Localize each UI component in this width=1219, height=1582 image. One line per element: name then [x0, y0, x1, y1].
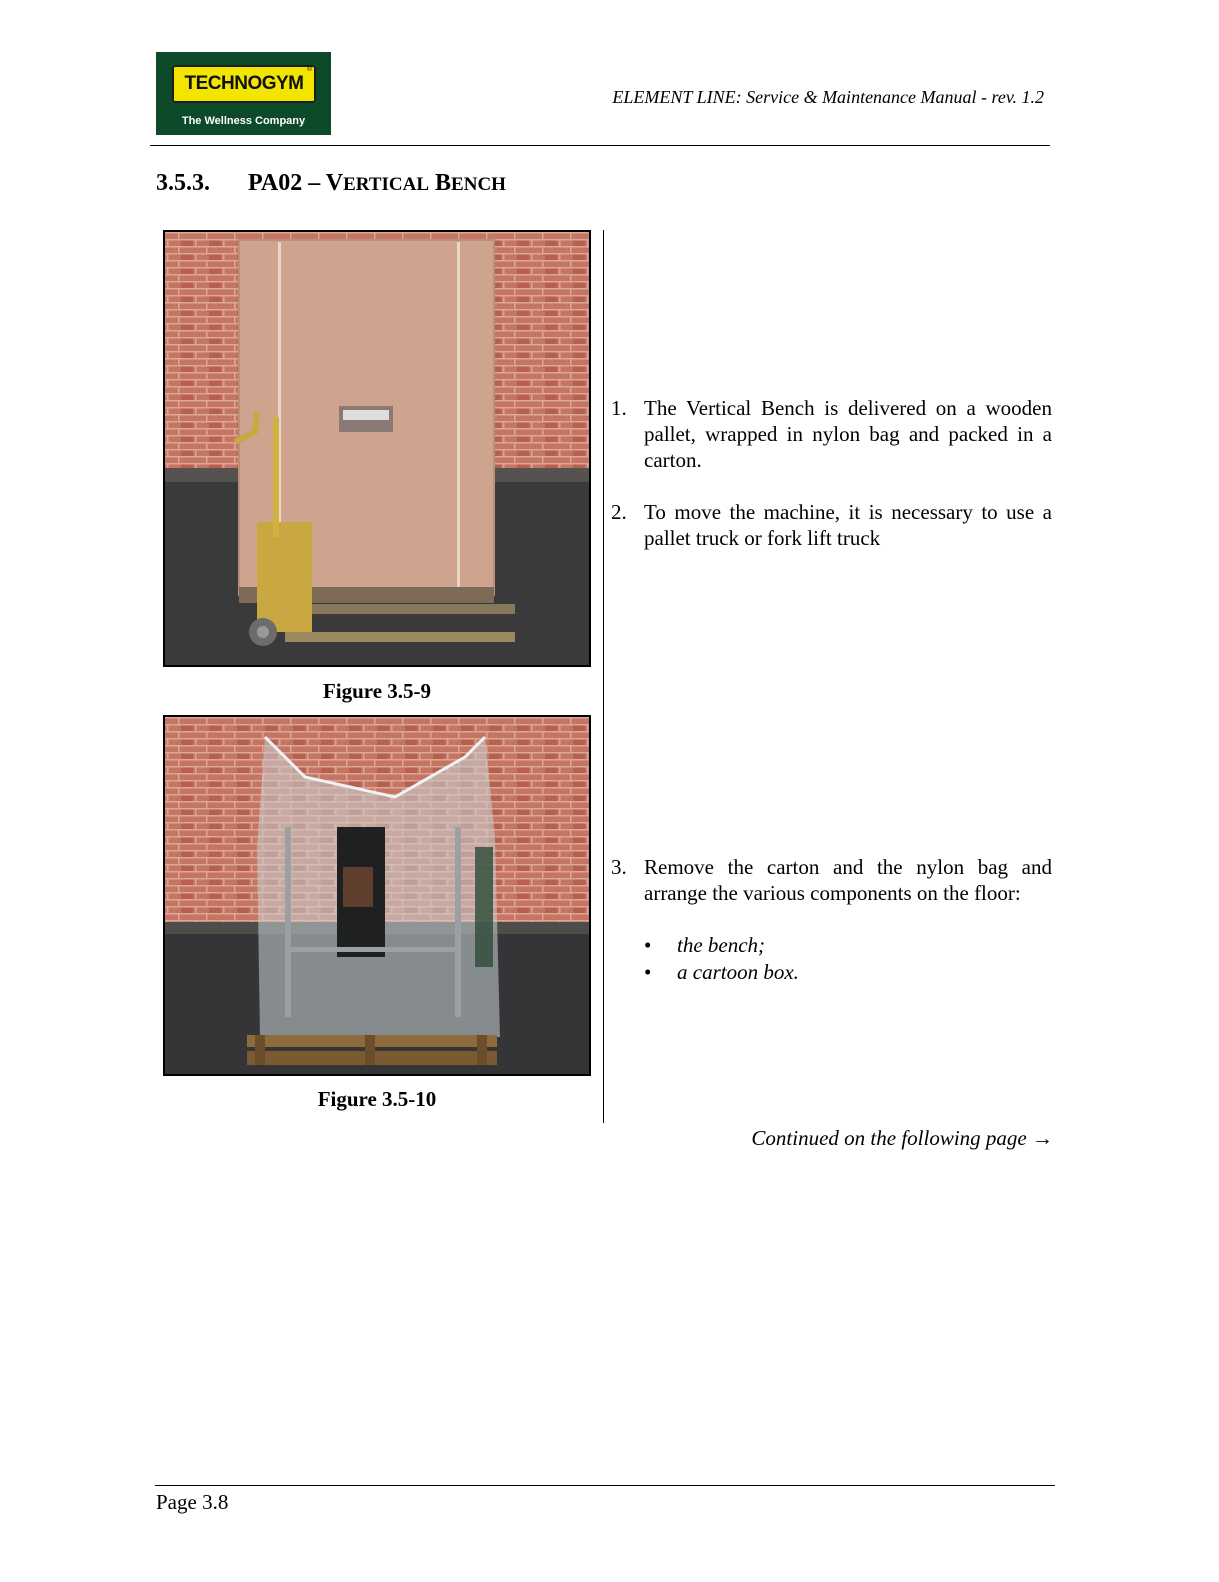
section-title-lead: PA02 – V [248, 170, 344, 196]
logo-wordmark: TECHNOGYM [184, 73, 304, 94]
step-number: 1. [611, 396, 627, 420]
figure-nylon-bag-photo [163, 715, 591, 1076]
bullet-item [644, 933, 944, 959]
page-number: Page 3.8 [156, 1490, 229, 1514]
column-divider [603, 230, 604, 1123]
section-title-smallcaps-2: ENCH [451, 174, 506, 195]
bullet-dot: • [644, 933, 652, 957]
figure-packed-carton-photo [163, 230, 591, 667]
section-number: 3.5.3. [156, 170, 210, 196]
logo-tagline: The Wellness Company [181, 115, 306, 127]
step-number: 2. [611, 500, 627, 524]
header-divider [150, 145, 1050, 146]
registered-mark: ® [306, 66, 312, 73]
bullet-item [644, 960, 944, 986]
step-item [611, 854, 1052, 914]
bullet-text: the bench; [677, 933, 766, 957]
figure-caption: Figure 3.5-10 [317, 1087, 437, 1111]
section-title-mid: B [429, 170, 452, 196]
section-title-smallcaps-1: ERTICAL [343, 174, 430, 195]
logo-plate [172, 65, 316, 103]
step-number: 3. [611, 855, 627, 879]
bullet-dot: • [644, 960, 652, 984]
manual-title: ELEMENT LINE: Service & Maintenance Manual - rev. 1.2 [612, 87, 1044, 107]
section-title [248, 170, 506, 197]
step-item [611, 395, 1052, 475]
step-text: To move the machine, it is necessary to use a pallet truck or fork lift truck [644, 500, 1052, 550]
footer-divider [155, 1485, 1055, 1486]
step-text: The Vertical Bench is delivered on a wooden pallet, wrapped in nylon bag and packed in a carton. [644, 396, 1052, 472]
step-item [611, 499, 1052, 559]
figure-caption: Figure 3.5-9 [322, 679, 432, 703]
step-text: Remove the carton and the nylon bag and arrange the various components on the floor: [644, 855, 1052, 905]
technogym-logo [156, 52, 331, 135]
bullet-text: a cartoon box. [677, 960, 799, 984]
continued-note: Continued on the following page → [751, 1126, 1053, 1150]
